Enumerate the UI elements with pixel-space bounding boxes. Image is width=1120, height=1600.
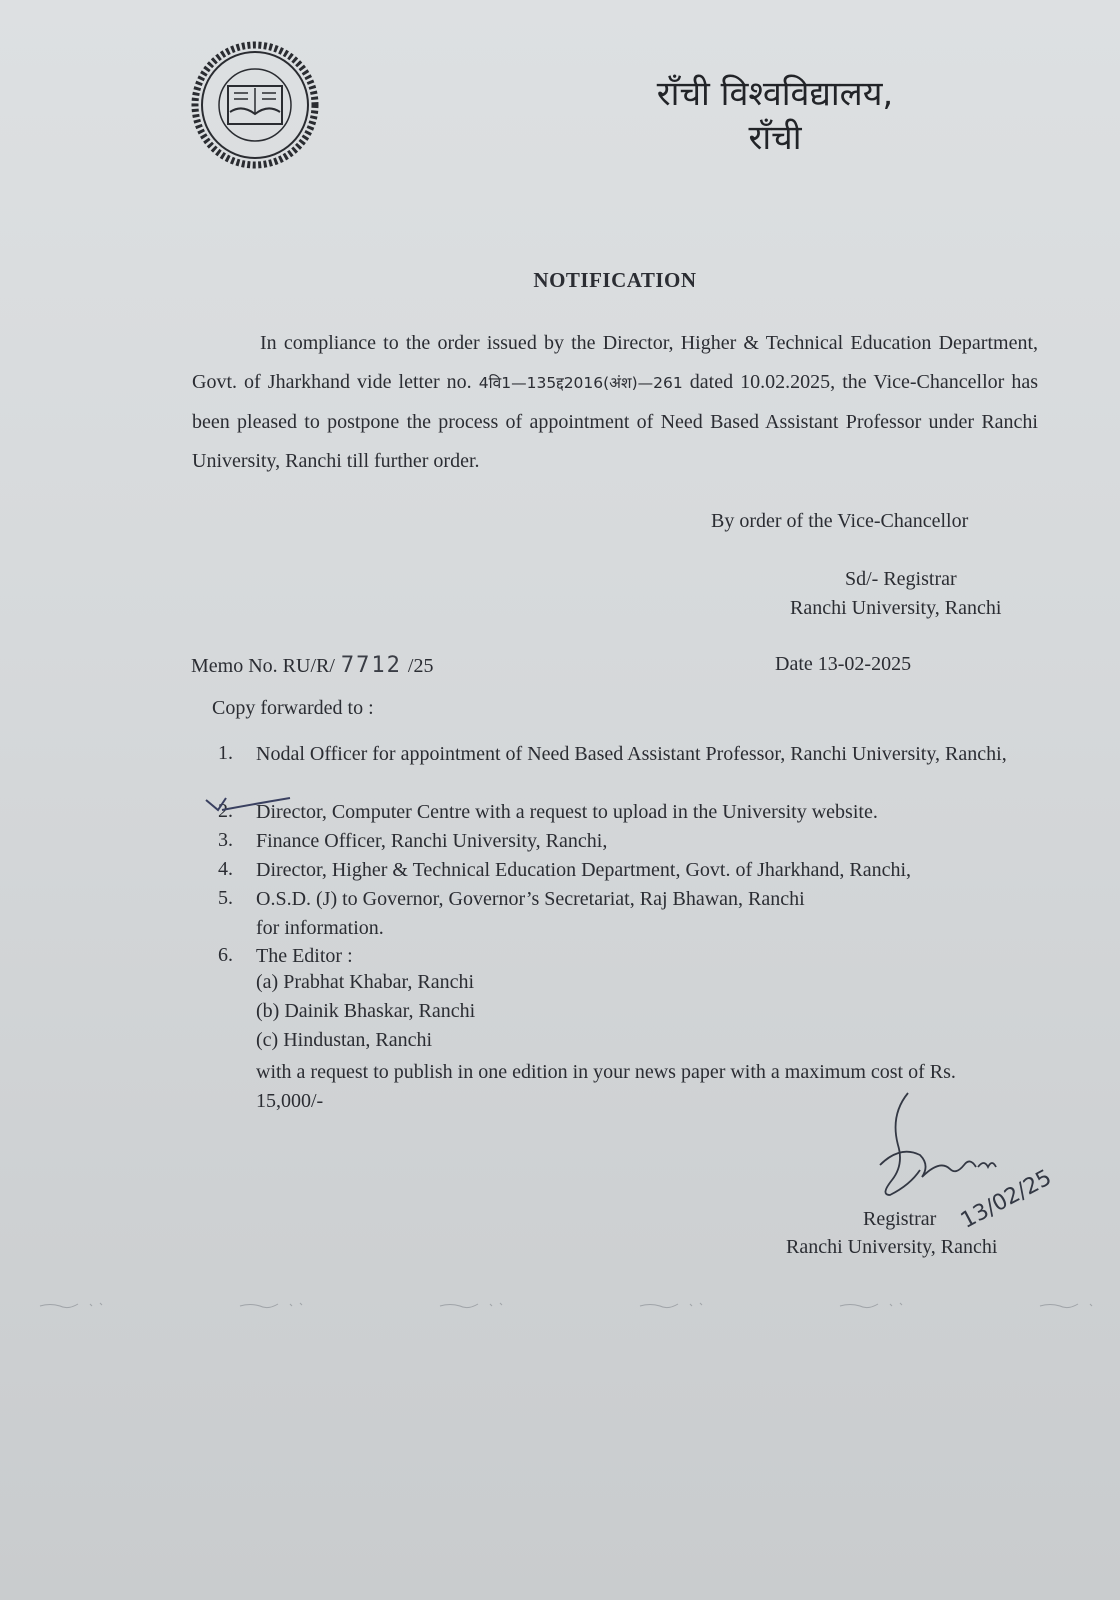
list-item-continuation: for information. [256,917,384,939]
sd-university: Ranchi University, Ranchi [790,597,1002,619]
editor-item: (b) Dainik Bhaskar, Ranchi [256,1000,476,1022]
list-item: Nodal Officer for appointment of Need Based Assistant Professor, Ranchi University, Ranchi, [256,743,1007,765]
list-item: Director, Computer Centre with a request to upload in the University website. [256,801,878,823]
footer-registrar: Registrar [863,1208,937,1230]
list-number: 5. [218,887,233,909]
copy-forwarded-label: Copy forwarded to : [212,697,374,719]
body-text-part1: In compliance to the order issued by the Director, Higher & Technical Education Department, Govt. of Jharkhand vide letter no. [192,332,1038,393]
closing-line: with a request to publish in one edition in your news paper with a maximum cost of Rs. [256,1061,956,1083]
list-number: 3. [218,829,233,851]
notification-heading: NOTIFICATION [533,268,697,292]
title-line-2: रॉंची [748,118,802,158]
list-item: The Editor : [256,945,353,967]
university-title-hindi [560,72,990,160]
memo-number [191,653,433,678]
letter-number: 4वि1—135द्द2016(अंश)—261 [478,374,683,392]
memo-prefix: Memo No. RU/R/ [191,655,335,677]
closing-amount: 15,000/- [256,1090,324,1112]
list-item: Finance Officer, Ranchi University, Ranchi, [256,830,608,852]
body-text-part2: dated 10.02.2025, the Vice-Chancellor has been pleased to postpone the process of appointment of Need Based Assistant Professor under Ranchi University, Ranchi till further order. [192,371,1039,472]
list-item: Director, Higher & Technical Education Department, Govt. of Jharkhand, Ranchi, [256,859,911,881]
notification-body [192,324,1038,481]
editor-item: (c) Hindustan, Ranchi [256,1029,433,1051]
memo-suffix: /25 [407,655,434,677]
handwritten-date: 13/02/25 [956,1165,1056,1234]
list-number: 4. [218,858,233,880]
footer-university: Ranchi University, Ranchi [786,1236,998,1258]
sd-registrar: Sd/- Registrar [845,568,957,590]
list-number: 6. [218,944,233,966]
university-seal [190,38,320,173]
list-item: O.S.D. (J) to Governor, Governor’s Secretariat, Raj Bhawan, Ranchi [256,888,805,910]
handwritten-tick-mark [204,796,294,818]
editor-item: (a) Prabhat Khabar, Ranchi [256,971,474,993]
list-number: 2. [218,800,233,822]
list-number: 1. [218,742,233,764]
memo-date: Date 13-02-2025 [775,653,912,675]
title-line-1: रॉंची विश्वविद्यालय, [656,74,894,114]
bleed-through-marks [0,1300,1120,1330]
memo-handwritten-number: 7712 [340,653,402,678]
order-line: By order of the Vice-Chancellor [711,510,969,532]
